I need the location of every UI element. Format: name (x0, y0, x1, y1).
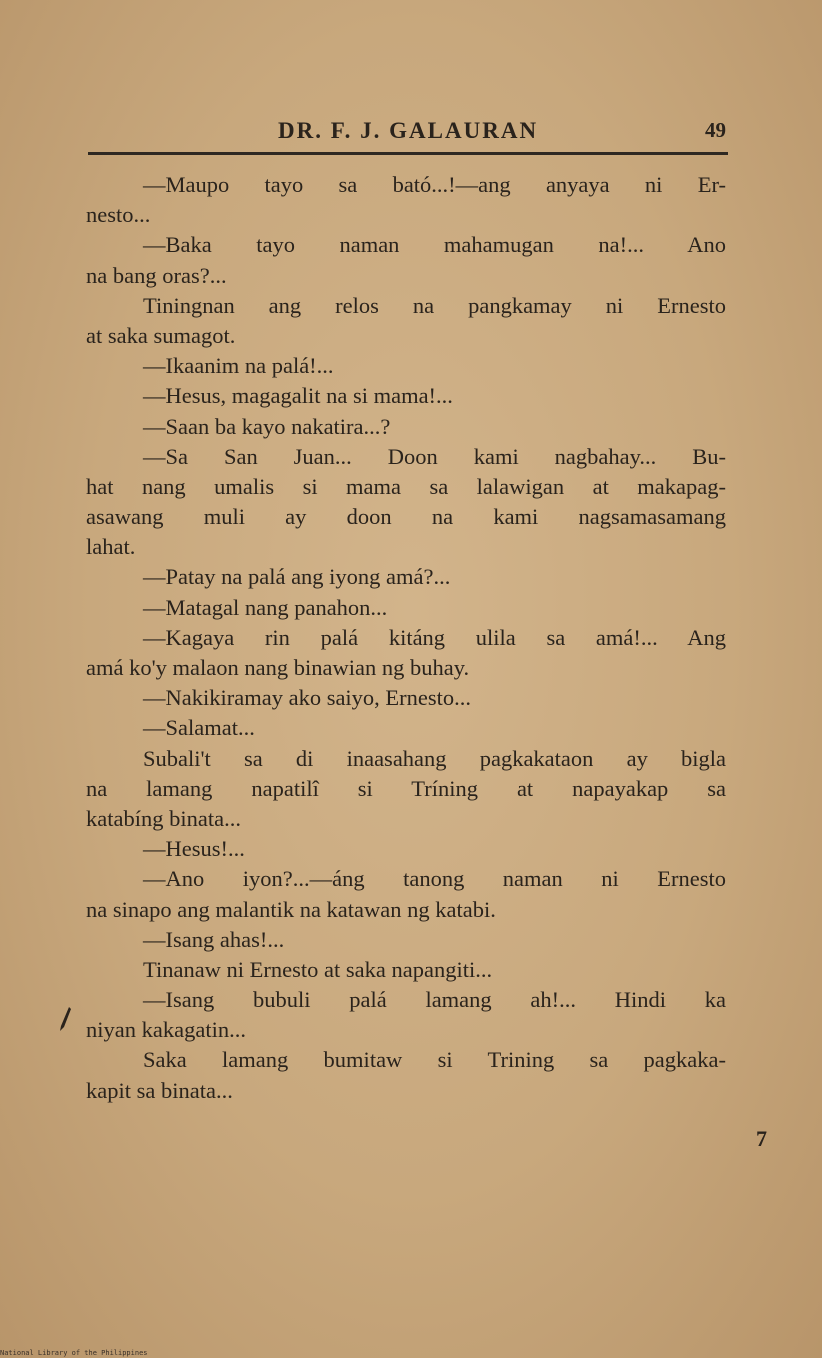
text-line: —Ano iyon?...—áng tanong naman ni Ernesto (143, 866, 726, 892)
text-line: lahat. (86, 534, 136, 560)
text-line: —Sa San Juan... Doon kami nagbahay... Bu- (143, 443, 726, 469)
text-line: —Isang ahas!... (143, 926, 285, 952)
text-line: katabíng binata... (86, 805, 241, 831)
running-head (88, 112, 728, 155)
signature-mark: 7 (756, 1126, 767, 1151)
text-line: —Patay na palá ang iyong amá?... (143, 564, 451, 590)
text-line: niyan kakagatin... (86, 1017, 246, 1043)
text-line: Saka lamang bumitaw si Trining sa pagkaka- (143, 1047, 726, 1073)
page-number: 49 (705, 118, 726, 142)
body-text (86, 170, 726, 1106)
text-line: na bang oras?... (86, 262, 227, 288)
pencil-mark-icon (58, 1006, 72, 1032)
text-line: —Hesus!... (143, 836, 245, 862)
text-line: —Salamat... (143, 715, 255, 741)
text-line: Tiningnan ang relos na pangkamay ni Ernesto (143, 292, 726, 318)
text-line: —Nakikiramay ako saiyo, Ernesto... (143, 685, 472, 711)
text-line: —Kagaya rin palá kitáng ulila sa amá!... Ang (143, 624, 726, 650)
text-line: na sinapo ang malantik na katawan ng katabi. (86, 896, 496, 922)
text-line: asawang muli ay doon na kami nagsamasamang (86, 504, 726, 530)
running-title: DR. F. J. GALAURAN (278, 118, 539, 143)
text-line: amá ko'y malaon nang binawian ng buhay. (86, 655, 470, 680)
text-line: hat nang umalis si mama sa lalawigan at makapag- (86, 473, 726, 499)
text-line: —Ikaanim na palá!... (143, 353, 334, 379)
text-line: —Baka tayo naman mahamugan na!... Ano (143, 232, 726, 258)
text-line: —Maupo tayo sa bató...!—ang anyaya ni Er- (143, 172, 726, 197)
text-line: —Saan ba kayo nakatira...? (143, 413, 391, 439)
text-line: —Hesus, magagalit na si mama!... (143, 383, 453, 409)
text-line: na lamang napatilî si Tríning at napayakap sa (86, 775, 726, 801)
text-line: at saka sumagot. (86, 322, 236, 348)
text-line: —Isang bubuli palá lamang ah!... Hindi ka (143, 987, 726, 1013)
text-line: Subali't sa di inaasahang pagkakataon ay bigla (143, 745, 726, 771)
text-line: Tinanaw ni Ernesto at saka napangiti... (143, 956, 493, 982)
text-line: nesto... (86, 202, 151, 228)
text-line: kapit sa binata... (86, 1077, 233, 1103)
text-line: —Matagal nang panahon... (143, 594, 388, 620)
library-watermark: National Library of the Philippines (0, 1349, 148, 1357)
